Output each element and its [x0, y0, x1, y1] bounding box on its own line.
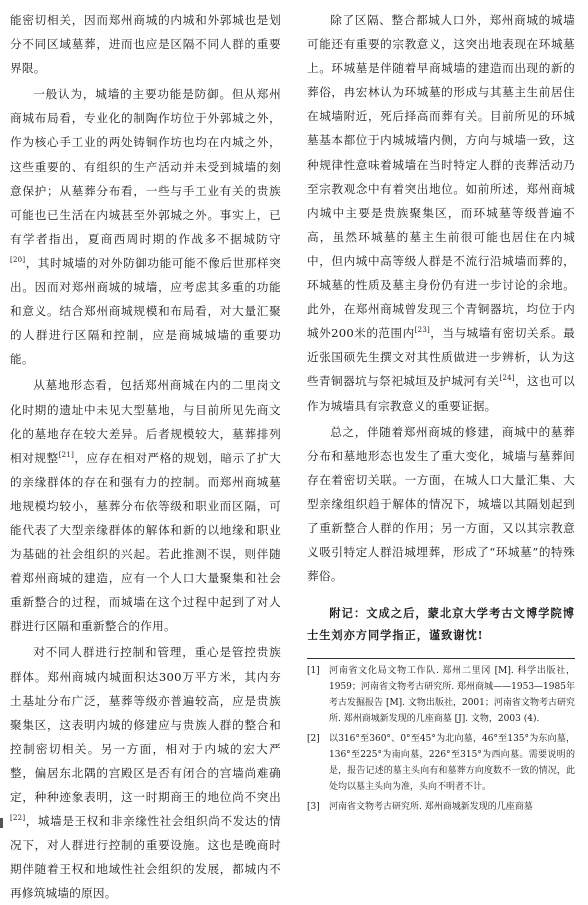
postscript: 附记：文成之后，蒙北京大学考古文博学院博士生刘亦方同学指正，谨致谢忱!: [307, 606, 575, 643]
references-divider: [307, 658, 575, 659]
reference-item: [307, 799, 575, 815]
paragraph: 总之，伴随着郑州商城的修建，商城中的墓葬分布和墓地形态也发生了重大变化，城墙与墓葬间存在着密切关联。一方面，在城人口大量汇集、大型亲缘组织趋于解体的情况下，城墙以其隔划起到了重新整合人群的作用；另一方面，又以其宗教意义吸引特定人群沿城埋葬，形成了“环城墓”的特殊葬俗。: [307, 424, 575, 584]
reference-item: [307, 663, 575, 727]
citation-ref: [23]: [414, 326, 431, 335]
right-column: [307, 8, 575, 815]
citation-ref: [20]: [10, 256, 26, 265]
reference-item: [307, 731, 575, 795]
citation-ref: [24]: [499, 374, 515, 383]
paragraph: [307, 8, 575, 418]
paragraph-text: ，这也可以作为城墙具有宗教意义的重要证据。: [307, 374, 575, 413]
paragraph-text: ，城墙是王权和非亲缘性社会组织尚不发达的情况下，对人群进行控制的重要设施。这也是晚商时期伴随着王权和地域性社会组织的发展，都城内不再修筑城墙的原因。: [10, 814, 281, 901]
reference-text: 河南省文化局文物工作队. 郑州二里冈 [M]. 科学出版社，1959；河南省文物考古研究所. 郑州商城——1953—1985年考古发掘报告 [M]. 文物出版社，2001；河南省文物考古研究所. 郑州商城新发现的几座商墓 [J]. 文物，2003 (4).: [329, 666, 575, 725]
citation-ref: [21]: [58, 450, 75, 459]
paragraph-text: 从墓地形态看，包括郑州商城在内的二里岗文化时期的遗址中未见大型墓地，与目前所见先商文化的墓地存在较大差异。后者规模较大，墓葬排列相对规整: [10, 378, 281, 465]
reference-number: [2]: [307, 734, 320, 745]
paragraph: [10, 640, 281, 905]
reference-text: 以316°至360°、0°至45°为北向墓，46°至135°为东向墓，136°至225°为南向墓，226°至315°为西向墓。需要说明的是，报告记述的墓主头向有和墓葬方向度数不一致的情况，此处均以墓主头向为准，头向不明者不计。: [329, 734, 575, 793]
margin-mark: [0, 818, 3, 828]
paragraph-text: 一般认为，城墙的主要功能是防御。但从郑州商城布局看，专业化的制陶作坊位于外郭城之外，作为核心手工业的两处铸铜作坊也均在内城之外，这些重要的、有组织的生产活动并未受到城墙的刻意保护；从墓葬分布看，一些与手工业有关的贵族可能也已生活在内城甚至外郭城之外。事实上，已有学者指出，夏商西周时期的作战多不据城防守: [10, 87, 281, 246]
paragraph: [10, 82, 281, 371]
paragraph-text: ，应存在相对严格的规划，暗示了扩大的亲缘群体的存在和强有力的控制。而郑州商城墓地规模均较小，墓葬分布依等级和职业而区隔，可能代表了大型亲缘群体的解体和新的以地缘和职业为基础的社会组织的兴起。若此推测不误，则伴随着郑州商城的建造，应有一个人口大量聚集和社会重新整合的过程，而城墙在这个过程中起到了对人群进行区隔和重新整合的作用。: [10, 450, 281, 634]
paragraph-text: 对不同人群进行控制和管理，重心是管控贵族群体。郑州商城内城面积达300万平方米，其内夯土基址分布广泛，墓葬等级亦普遍较高，应是贵族聚集区，这表明内城的修建应与贵族人群的整合和控制密切相关。另一方面，相对于内城的宏大严整，偏居东北隅的宫殿区是否有闭合的宫墙尚难确定，种种迹象表明，这一时期商王的地位尚不突出: [10, 645, 281, 804]
paragraph: 能密切相关，因而郑州商城的内城和外郭城也是划分不同区域墓葬，进而也应是区隔不同人群的重要界限。: [10, 13, 281, 76]
reference-number: [3]: [307, 802, 320, 813]
paragraph-text: 除了区隔、整合都城人口外，郑州商城的城墙可能还有重要的宗教意义，这突出地表现在环城墓上。环城墓是伴随着早商城墙的建造而出现的新的葬俗，冉宏林认为环城墓的形成与其墓主生前居住在城墙附近，死后择高而葬有关。目前所见的环城墓基本都位于内城城墙内侧，方向与城墙一致，这种规律性意味着城墙在当时特定人群的丧葬活动乃至宗教观念中有着突出地位。如前所述，郑州商城内城中主要是贵族聚集区，而环城墓等级普遍不高，虽然环城墓的墓主生前很可能也居住在内城中，但内城中高等级人群是不流行沿城墙而葬的，环城墓的性质及墓主身份仍有进一步讨论的余地。此外，在郑州商城曾发现三个青铜器坑，均位于内城外200米的范围内: [307, 13, 575, 341]
paragraph-text: ，其时城墙的对外防御功能可能不像后世那样突出。因而对郑州商城的城墙，应考虑其多重的功能和意义。结合郑州商城规模和布局看，对大量汇聚的人群进行区隔和控制，应是商城城墙的重要功能。: [10, 255, 281, 367]
paragraph: [10, 373, 281, 638]
references-list: [307, 663, 575, 815]
citation-ref: [22]: [10, 814, 26, 823]
paragraph-text: ，当与城墙有密切关系。最近张国硕先生撰文对其性质做进一步辨析，认为这些青铜器坑与祭祀城垣及护城河有关: [307, 326, 575, 389]
reference-text: 河南省文物考古研究所. 郑州商城新发现的几座商墓: [329, 802, 533, 813]
left-column: [10, 8, 281, 905]
reference-number: [1]: [307, 666, 320, 677]
